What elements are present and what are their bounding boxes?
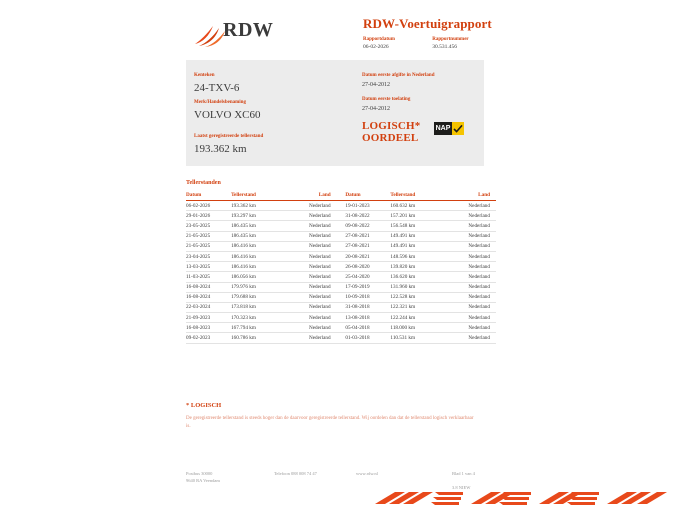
footer-address-line2: 9640 RA Veendam: [186, 478, 220, 483]
cell-stand-left: 160.786 km: [231, 333, 280, 343]
table-row: [186, 211, 496, 221]
cell-land-right: Nederland: [439, 302, 496, 312]
table-row: [186, 231, 496, 241]
cell-land-left: Nederland: [280, 313, 337, 323]
cell-stand-left: 179.688 km: [231, 292, 280, 302]
footer-address-line1: Postbus 30000: [186, 471, 213, 476]
col-gap: [337, 190, 346, 201]
cell-land-right: Nederland: [439, 282, 496, 292]
cell-gap: [337, 323, 346, 333]
cell-gap: [337, 231, 346, 241]
cell-land-left: Nederland: [280, 251, 337, 261]
cell-stand-right: 139.820 km: [390, 262, 439, 272]
footnote-title: * LOGISCH: [186, 402, 222, 409]
cell-land-left: Nederland: [280, 231, 337, 241]
kenteken-label: Kenteken: [194, 73, 215, 78]
cell-datum-right: 13-08-2018: [345, 313, 390, 323]
cell-land-right: Nederland: [439, 231, 496, 241]
kenteken-value: 24-TXV-6: [194, 82, 240, 94]
cell-datum-right: 27-08-2021: [345, 231, 390, 241]
cell-land-left: Nederland: [280, 211, 337, 221]
meta-report-number-value: 30.531.456: [432, 44, 457, 50]
cell-stand-left: 186.435 km: [231, 221, 280, 231]
cell-land-left: Nederland: [280, 302, 337, 312]
meta-report-number: [432, 36, 468, 51]
cell-stand-left: 193.362 km: [231, 201, 280, 211]
cell-stand-left: 170.323 km: [231, 313, 280, 323]
cell-stand-right: 131.960 km: [390, 282, 439, 292]
tellerstand-value: 193.362 km: [194, 143, 247, 155]
cell-stand-left: 186.416 km: [231, 241, 280, 251]
cell-datum-left: 21-05-2025: [186, 241, 231, 251]
eerste-afgifte-value: 27-04-2012: [362, 82, 390, 88]
cell-gap: [337, 313, 346, 323]
cell-land-right: Nederland: [439, 251, 496, 261]
cell-land-right: Nederland: [439, 221, 496, 231]
cell-datum-right: 26-08-2020: [345, 262, 390, 272]
footer-version: 3.8 NIEW: [452, 485, 471, 490]
footer-phone: Telefoon 088 008 74 47: [274, 471, 317, 476]
cell-stand-right: 157.201 km: [390, 211, 439, 221]
cell-stand-right: 149.491 km: [390, 231, 439, 241]
meta-report-number-label: Rapportnummer: [432, 37, 469, 42]
cell-datum-left: 23-05-2025: [186, 221, 231, 231]
odometer-table-section: [186, 180, 496, 344]
cell-datum-right: 01-03-2018: [345, 333, 390, 343]
cell-stand-left: 186.416 km: [231, 262, 280, 272]
footer-website[interactable]: www.rdw.nl: [356, 471, 378, 476]
cell-datum-left: 29-01-2026: [186, 211, 231, 221]
cell-datum-left: 23-04-2025: [186, 251, 231, 261]
meta-report-date-label: Rapportdatum: [363, 37, 395, 42]
cell-gap: [337, 201, 346, 211]
cell-stand-left: 167.794 km: [231, 323, 280, 333]
table-row: [186, 272, 496, 282]
cell-stand-right: 118.000 km: [390, 323, 439, 333]
table-body: [186, 201, 496, 344]
cell-land-right: Nederland: [439, 333, 496, 343]
cell-datum-left: 11-03-2025: [186, 272, 231, 282]
cell-stand-left: 186.416 km: [231, 251, 280, 261]
cell-land-right: Nederland: [439, 292, 496, 302]
cell-gap: [337, 292, 346, 302]
nap-label: NAP: [434, 122, 452, 135]
cell-datum-left: 21-05-2025: [186, 231, 231, 241]
tellerstand-label: Laatst geregistreerde tellerstand: [194, 134, 264, 139]
cell-datum-right: 09-08-2022: [345, 221, 390, 231]
cell-land-left: Nederland: [280, 201, 337, 211]
col-datum-right: Datum: [345, 190, 390, 201]
table-row: [186, 262, 496, 272]
footnote-section: [186, 402, 476, 431]
col-datum-left: Datum: [186, 190, 231, 201]
cell-stand-right: 122.244 km: [390, 313, 439, 323]
rdw-logo: [193, 10, 313, 48]
rdw-wordmark: RDW: [223, 19, 274, 41]
cell-stand-right: 149.491 km: [390, 241, 439, 251]
cell-land-right: Nederland: [439, 313, 496, 323]
table-row: [186, 302, 496, 312]
cell-stand-left: 186.056 km: [231, 272, 280, 282]
cell-datum-right: 05-04-2018: [345, 323, 390, 333]
cell-land-right: Nederland: [439, 241, 496, 251]
cell-datum-left: 22-03-2024: [186, 302, 231, 312]
table-header-row: [186, 190, 496, 201]
cell-datum-left: 16-08-2024: [186, 282, 231, 292]
cell-datum-right: 19-01-2023: [345, 201, 390, 211]
eerste-toelating-label: Datum eerste toelating: [362, 97, 411, 102]
vehicle-dates-block: [362, 72, 482, 120]
cell-land-left: Nederland: [280, 262, 337, 272]
cell-datum-left: 09-02-2023: [186, 333, 231, 343]
eerste-afgifte-label: Datum eerste afgifte in Nederland: [362, 73, 435, 78]
cell-stand-right: 122.528 km: [390, 292, 439, 302]
odometer-table: [186, 190, 496, 344]
cell-stand-right: 136.620 km: [390, 272, 439, 282]
cell-datum-right: 20-08-2021: [345, 251, 390, 261]
cell-datum-left: 06-02-2026: [186, 201, 231, 211]
table-row: [186, 241, 496, 251]
col-land-right: Land: [439, 190, 496, 201]
cell-land-left: Nederland: [280, 323, 337, 333]
cell-gap: [337, 221, 346, 231]
cell-datum-left: 16-08-2024: [186, 292, 231, 302]
cell-land-right: Nederland: [439, 211, 496, 221]
cell-gap: [337, 302, 346, 312]
oordeel-line-2: OORDEEL: [362, 132, 419, 144]
oordeel-line-1: LOGISCH*: [362, 120, 421, 132]
cell-stand-left: 186.435 km: [231, 231, 280, 241]
cell-land-left: Nederland: [280, 241, 337, 251]
document-title: RDW-Voertuigrapport: [363, 16, 492, 31]
cell-land-right: Nederland: [439, 272, 496, 282]
cell-land-left: Nederland: [280, 292, 337, 302]
cell-datum-right: 25-04-2020: [345, 272, 390, 282]
eerste-toelating-value: 27-04-2012: [362, 106, 390, 112]
cell-datum-right: 31-08-2022: [345, 211, 390, 221]
cell-gap: [337, 262, 346, 272]
document-meta: [363, 36, 663, 51]
cell-stand-left: 179.976 km: [231, 282, 280, 292]
table-title: Tellerstanden: [186, 180, 221, 186]
col-land-left: Land: [280, 190, 337, 201]
cell-gap: [337, 333, 346, 343]
nap-badge: [434, 122, 464, 135]
cell-stand-left: 193.297 km: [231, 211, 280, 221]
footer-address: [186, 470, 220, 484]
cell-gap: [337, 282, 346, 292]
cell-land-left: Nederland: [280, 272, 337, 282]
table-row: [186, 323, 496, 333]
table-row: [186, 221, 496, 231]
meta-report-date-value: 06-02-2026: [363, 44, 389, 50]
cell-datum-right: 27-08-2021: [345, 241, 390, 251]
cell-stand-right: 156.548 km: [390, 221, 439, 231]
cell-land-left: Nederland: [280, 221, 337, 231]
document-header: [0, 0, 685, 58]
table-row: [186, 333, 496, 343]
footer-decoration-stripes: [375, 490, 675, 508]
cell-datum-right: 17-09-2019: [345, 282, 390, 292]
table-row: [186, 292, 496, 302]
cell-datum-left: 21-09-2023: [186, 313, 231, 323]
cell-datum-right: 10-09-2018: [345, 292, 390, 302]
meta-report-date: [363, 36, 431, 51]
vehicle-identity-block: [194, 72, 354, 160]
cell-stand-right: 110.531 km: [390, 333, 439, 343]
cell-gap: [337, 251, 346, 261]
cell-gap: [337, 211, 346, 221]
footer-page-number: Blad 1 van 4: [452, 471, 475, 476]
cell-land-right: Nederland: [439, 323, 496, 333]
nap-check-icon: [452, 122, 464, 135]
vehicle-summary-panel: [186, 60, 484, 166]
cell-stand-right: 148.596 km: [390, 251, 439, 261]
merk-value: VOLVO XC60: [194, 109, 261, 121]
footnote-body: De geregistreerde tellerstand is steeds hoger dan de daarvoor geregistreerde tellerstand. Wij oordelen dan dat de tellerstand logisch verklaarbaar is.: [186, 416, 474, 429]
cell-gap: [337, 272, 346, 282]
cell-land-left: Nederland: [280, 282, 337, 292]
cell-stand-right: 160.632 km: [390, 201, 439, 211]
col-stand-right: Tellerstand: [390, 190, 439, 201]
cell-land-right: Nederland: [439, 262, 496, 272]
merk-label: Merk/Handelsbenaming: [194, 100, 246, 105]
table-row: [186, 313, 496, 323]
cell-datum-left: 16-08-2023: [186, 323, 231, 333]
table-row: [186, 251, 496, 261]
table-row: [186, 282, 496, 292]
cell-stand-left: 173.818 km: [231, 302, 280, 312]
col-stand-left: Tellerstand: [231, 190, 280, 201]
table-row: [186, 201, 496, 211]
cell-land-left: Nederland: [280, 333, 337, 343]
oordeel-block: [362, 120, 420, 144]
cell-datum-right: 31-08-2018: [345, 302, 390, 312]
cell-land-right: Nederland: [439, 201, 496, 211]
cell-gap: [337, 241, 346, 251]
cell-stand-right: 122.321 km: [390, 302, 439, 312]
cell-datum-left: 13-03-2025: [186, 262, 231, 272]
